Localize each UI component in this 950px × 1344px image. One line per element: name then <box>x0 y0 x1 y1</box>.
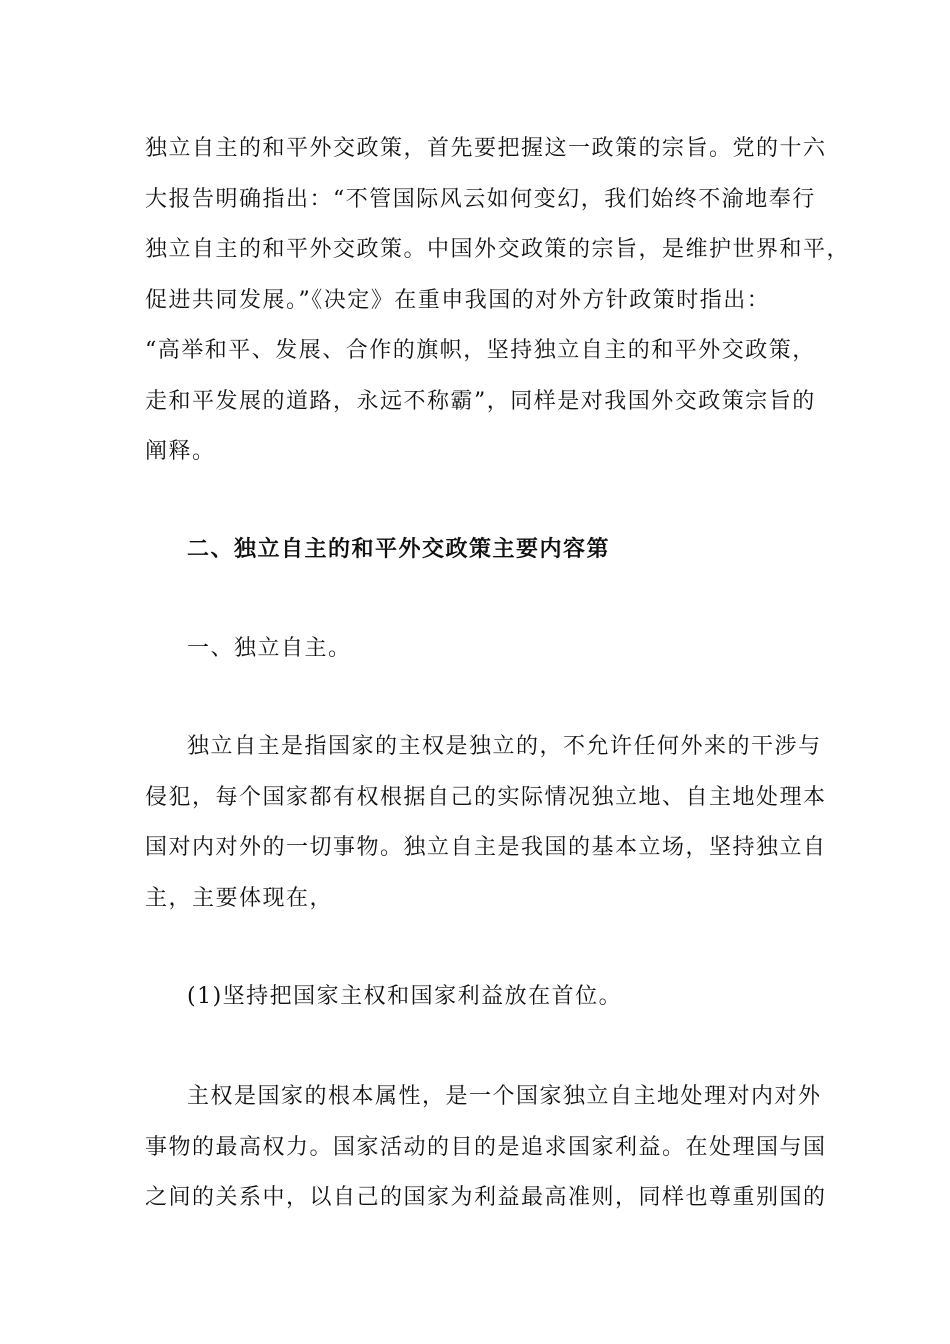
paragraph-sovereignty <box>145 1072 835 1224</box>
text-line: 促进共同发展。”《决定》在重申我国的对外方针政策时指出： <box>145 287 771 313</box>
text-line: 国对内对外的一切事物。独立自主是我国的基本立场，坚持独立自 <box>145 835 827 860</box>
text-line: 事物的最高权力。国家活动的目的是追求国家利益。在处理国与国 <box>145 1134 827 1160</box>
text-line: 独立自主的和平外交政策。中国外交政策的宗旨，是维护世界和平， <box>145 237 851 262</box>
list-item-text: (1)坚持把国家主权和国家利益放在首位。 <box>187 984 623 1009</box>
subheading-independence <box>145 624 835 675</box>
subheading-text: 一、独立自主。 <box>187 636 352 661</box>
text-line: 主，主要体现在， <box>145 885 334 911</box>
text-line: 侵犯，每个国家都有权根据自己的实际情况独立地、自主地处理本 <box>145 784 827 810</box>
list-item-sovereignty <box>145 972 835 1023</box>
text-line: 阐释。 <box>145 439 216 464</box>
text-line: 大报告明确指出：“不管国际风云如何变幻，我们始终不渝地奉行 <box>145 186 816 212</box>
section-heading <box>145 524 835 575</box>
section-heading-text: 二、独立自主的和平外交政策主要内容第 <box>187 536 611 562</box>
paragraph-policy-purpose <box>145 124 851 478</box>
text-line: 走和平发展的道路，永远不称霸”，同样是对我国外交政策宗旨的 <box>145 388 816 414</box>
text-line: 独立自主的和平外交政策，首先要把握这一政策的宗旨。党的十六 <box>145 136 827 161</box>
text-line: “高举和平、发展、合作的旗帜，坚持独立自主的和平外交政策， <box>145 338 816 363</box>
text-line: 主权是国家的根本属性，是一个国家独立自主地处理对内对外 <box>187 1084 822 1109</box>
paragraph-independence-definition <box>145 722 835 924</box>
text-line: 独立自主是指国家的主权是独立的，不允许任何外来的干涉与 <box>187 734 822 759</box>
text-line: 之间的关系中，以自己的国家为利益最高准则，同样也尊重别国的 <box>145 1185 827 1210</box>
